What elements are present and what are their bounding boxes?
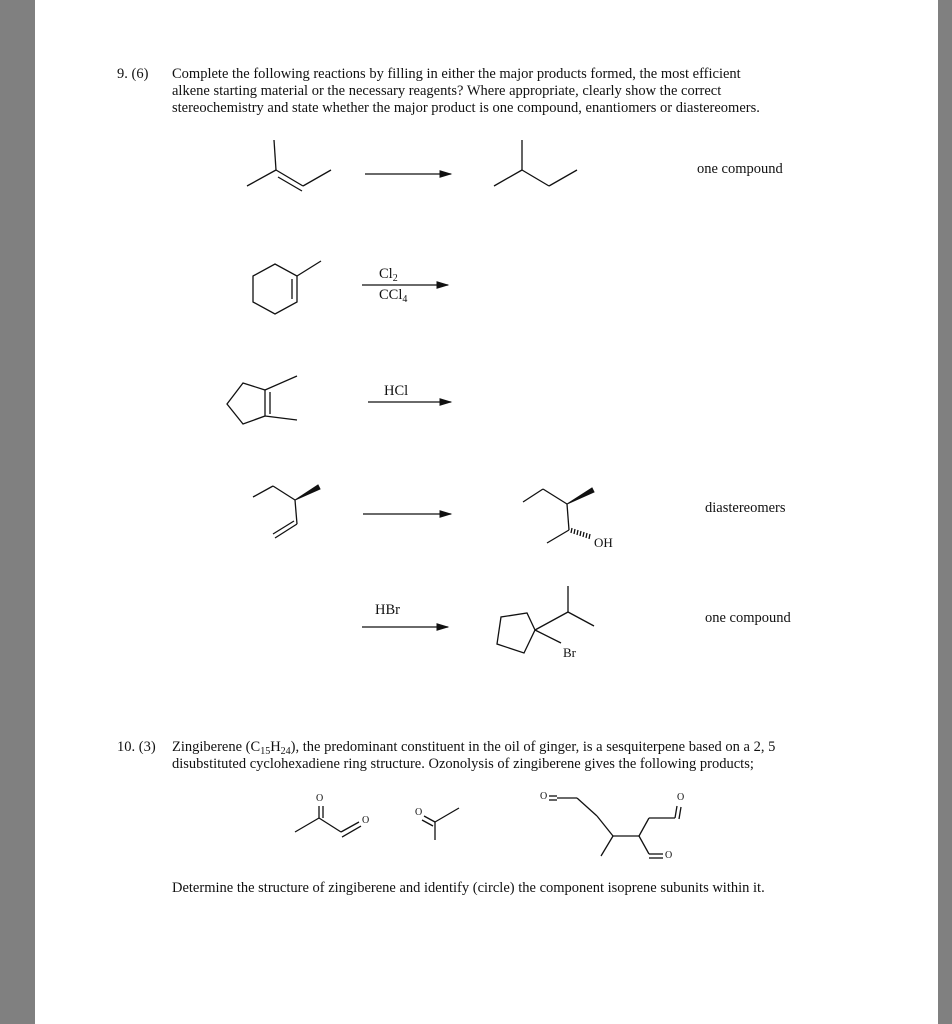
q9-line-3: stereochemistry and state whether the major product is one compound, enantiomers or diastereomers. [172,100,760,116]
ozonolysis-o-2: O [362,815,370,826]
q9-line-1: Complete the following reactions by filling in either the major products formed, the most efficient [172,66,741,82]
rxn5-reagent: HBr [375,602,400,618]
q9-number: 9. (6) [117,66,149,82]
ozonolysis-o-5: O [677,792,685,803]
ozonolysis-product-3 [549,796,681,858]
q10-line-1: Zingiberene $(C_{15}H_{24})$, the predominant constituent in the oil of ginger, is a sesquiterpene based on a 2, 5 [172,739,776,757]
rxn1-product [494,140,577,186]
rxn5-br-label: Br [563,645,576,660]
rxn5-product [497,586,594,653]
rxn2-reagent-bottom: CCl$_4$ [379,287,408,305]
q10-task: Determine the structure of zingiberene and identify (circle) the component isoprene subunits within it. [172,880,765,896]
rxn4-product [523,488,594,543]
rxn1-result: one compound [697,161,783,177]
ozonolysis-product-2 [422,808,459,840]
rxn5-result: one compound [705,610,791,626]
rxn2-reagent-top: $Cl_2$ [379,266,398,284]
rxn3-reagent: HCl [384,383,409,399]
ozonolysis-product-1 [295,806,361,837]
rxn4-oh-label: OH [594,535,613,550]
ozonolysis-o-6: O [665,850,673,861]
ozonolysis-o-3: O [415,807,423,818]
q10-number: 10. (3) [117,739,156,755]
reaction-schemes [35,0,938,1024]
ozonolysis-o-4: O [540,791,548,802]
rxn3-reactant [227,376,297,424]
ozonolysis-o-1: O [316,793,324,804]
q9-line-2: alkene starting material or the necessary reagents? Where appropriate, clearly show the correct [172,83,722,99]
rxn4-reactant [253,485,320,538]
document-page [35,0,938,1024]
q10-line-2: disubstituted cyclohexadiene ring structure. Ozonolysis of zingiberene gives the following products; [172,756,754,772]
rxn4-result: diastereomers [705,500,786,516]
rxn2-reactant [253,261,321,314]
rxn1-alkene [247,140,331,191]
